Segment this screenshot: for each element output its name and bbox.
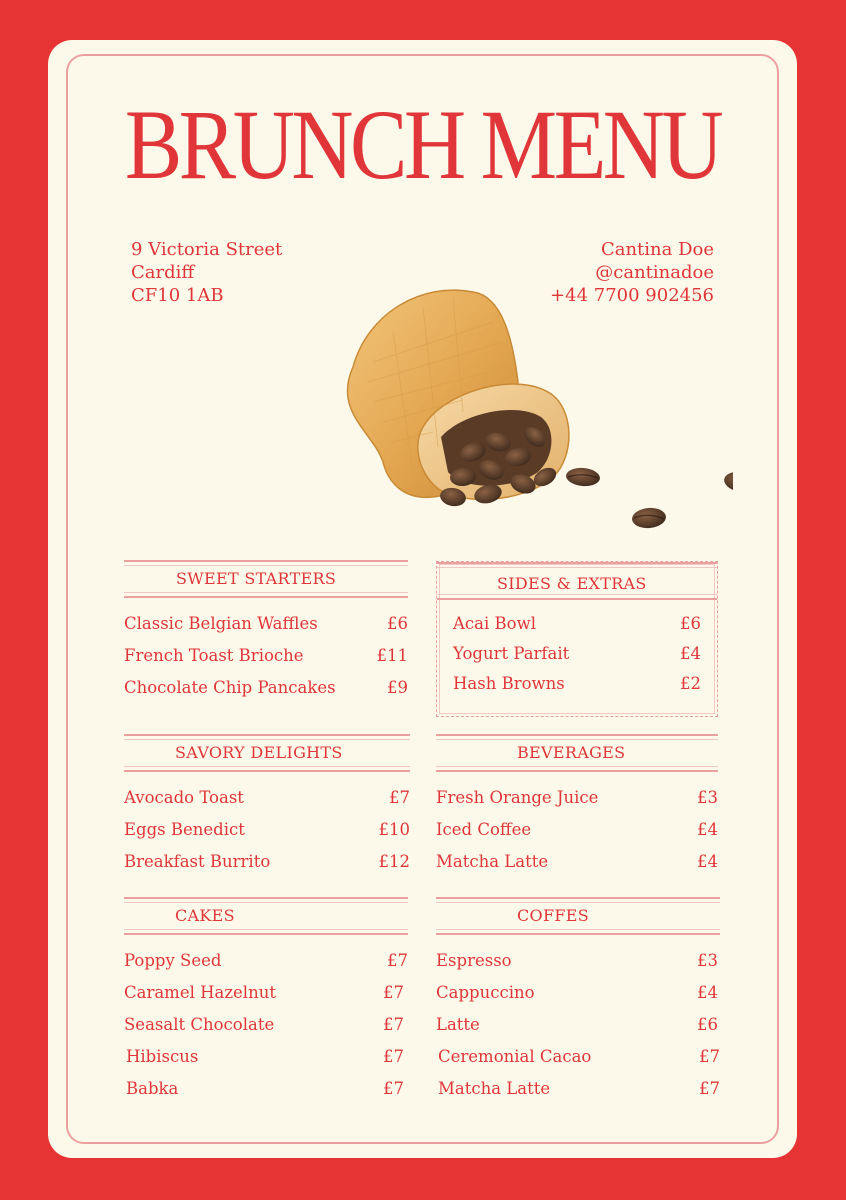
- item-name: Eggs Benedict: [124, 820, 245, 839]
- section-title: BEVERAGES: [517, 743, 626, 762]
- item-name: Yogurt Parfait: [453, 644, 570, 663]
- item-list: [124, 614, 408, 710]
- item-price: £3: [697, 951, 718, 970]
- section-sweet-starters: [124, 560, 408, 710]
- menu-item: [436, 951, 720, 983]
- item-name: French Toast Brioche: [124, 646, 304, 665]
- menu-item: [453, 644, 701, 674]
- section-header: [124, 897, 408, 935]
- item-name: Iced Coffee: [436, 820, 532, 839]
- section-sides-extras: [436, 561, 718, 717]
- item-list: [124, 788, 410, 884]
- section-title: SWEET STARTERS: [176, 569, 337, 588]
- section-title: SIDES & EXTRAS: [497, 574, 647, 593]
- item-price: £7: [387, 951, 408, 970]
- section-header: [124, 560, 408, 598]
- menu-item: [436, 983, 720, 1015]
- section-title: COFFES: [517, 906, 590, 925]
- menu-item: [436, 788, 718, 820]
- address-line-3: CF10 1AB: [131, 285, 224, 306]
- item-name: Fresh Orange Juice: [436, 788, 599, 807]
- section-title: CAKES: [175, 906, 235, 925]
- item-name: Babka: [126, 1079, 179, 1098]
- menu-item: [124, 820, 410, 852]
- item-price: £7: [383, 1047, 404, 1066]
- coffee-bean-sack-illustration: [313, 272, 733, 542]
- item-price: £6: [697, 1015, 718, 1034]
- item-price: £10: [378, 820, 410, 839]
- section-beverages: [436, 734, 718, 884]
- item-price: £12: [378, 852, 410, 871]
- menu-item: [436, 1015, 720, 1047]
- item-name: Matcha Latte: [436, 852, 549, 871]
- menu-item: [124, 646, 408, 678]
- menu-item: [436, 852, 718, 884]
- item-list: [124, 951, 408, 1111]
- menu-item: [124, 983, 408, 1015]
- item-price: £7: [383, 983, 404, 1002]
- address-block: [131, 238, 282, 307]
- menu-item: [453, 674, 701, 704]
- menu-item: [436, 1079, 720, 1111]
- item-name: Classic Belgian Waffles: [124, 614, 318, 633]
- section-header: [436, 897, 720, 935]
- item-name: Breakfast Burrito: [124, 852, 271, 871]
- menu-card: [48, 40, 797, 1158]
- item-price: £6: [387, 614, 408, 633]
- menu-item: [436, 820, 718, 852]
- item-price: £7: [699, 1047, 720, 1066]
- item-name: Matcha Latte: [438, 1079, 551, 1098]
- section-header: [437, 562, 717, 600]
- item-name: Latte: [436, 1015, 480, 1034]
- item-price: £4: [697, 852, 718, 871]
- item-name: Ceremonial Cacao: [438, 1047, 592, 1066]
- item-name: Acai Bowl: [453, 614, 536, 633]
- section-coffees: [436, 897, 720, 1111]
- item-list: [436, 788, 718, 884]
- item-name: Caramel Hazelnut: [124, 983, 276, 1002]
- menu-item: [124, 788, 410, 820]
- section-title: SAVORY DELIGHTS: [175, 743, 343, 762]
- contact-name: Cantina Doe: [600, 239, 714, 260]
- item-price: £7: [389, 788, 410, 807]
- menu-item: [124, 678, 408, 710]
- menu-item: [124, 1047, 408, 1079]
- item-price: £2: [680, 674, 701, 693]
- menu-item: [124, 1079, 408, 1111]
- section-cakes: [124, 897, 408, 1111]
- section-savory-delights: [124, 734, 410, 884]
- section-header: [124, 734, 410, 772]
- item-name: Avocado Toast: [124, 788, 244, 807]
- item-name: Chocolate Chip Pancakes: [124, 678, 336, 697]
- menu-item: [124, 951, 408, 983]
- menu-item: [453, 614, 701, 644]
- item-name: Poppy Seed: [124, 951, 222, 970]
- item-list: [436, 951, 720, 1111]
- item-name: Espresso: [436, 951, 512, 970]
- item-price: £7: [699, 1079, 720, 1098]
- item-name: Hibiscus: [126, 1047, 199, 1066]
- section-header: [436, 734, 718, 772]
- contact-handle: @cantinadoe: [595, 262, 714, 283]
- menu-item: [436, 1047, 720, 1079]
- item-price: £7: [383, 1079, 404, 1098]
- item-price: £6: [680, 614, 701, 633]
- item-name: Seasalt Chocolate: [124, 1015, 275, 1034]
- address-line-1: 9 Victoria Street: [131, 239, 283, 260]
- item-price: £9: [387, 678, 408, 697]
- item-price: £4: [680, 644, 701, 663]
- item-list: [453, 614, 701, 704]
- menu-item: [124, 852, 410, 884]
- item-name: Cappuccino: [436, 983, 535, 1002]
- item-price: £3: [697, 788, 718, 807]
- item-name: Hash Browns: [453, 674, 565, 693]
- menu-item: [124, 614, 408, 646]
- menu-item: [124, 1015, 408, 1047]
- menu-title: BRUNCH MENU: [124, 89, 721, 200]
- address-line-2: Cardiff: [131, 262, 195, 283]
- item-price: £4: [697, 820, 718, 839]
- item-price: £7: [383, 1015, 404, 1034]
- contact-phone: +44 7700 902456: [550, 285, 714, 306]
- item-price: £4: [697, 983, 718, 1002]
- item-price: £11: [376, 646, 408, 665]
